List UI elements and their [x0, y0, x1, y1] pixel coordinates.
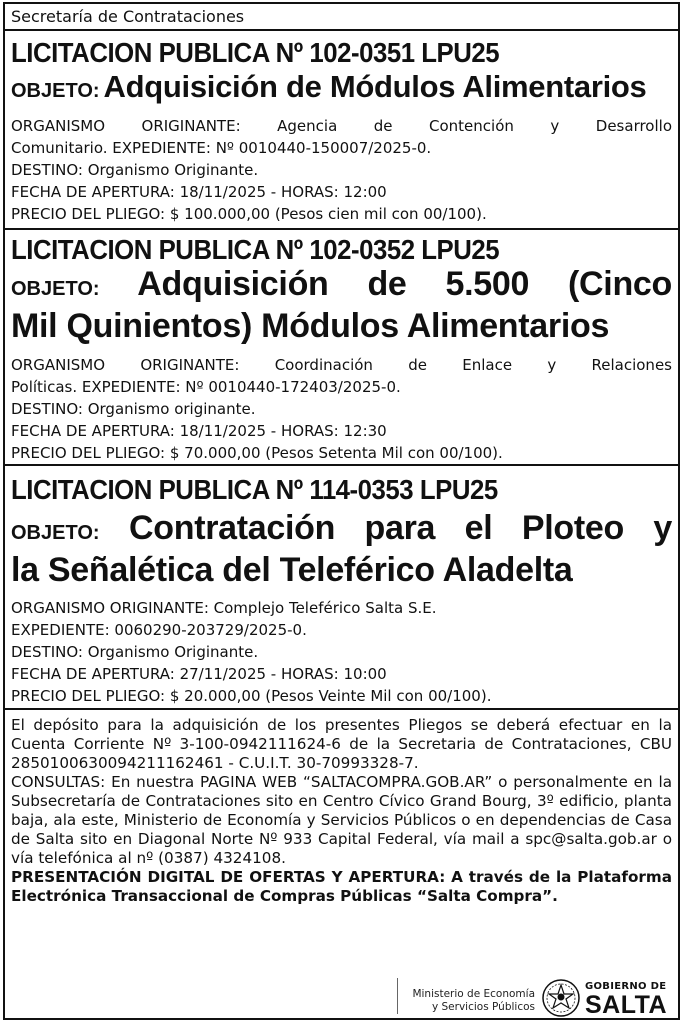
tender-object: [11, 71, 672, 109]
ministry-line: y Servicios Públicos: [431, 1001, 535, 1013]
organism-line: ORGANISMO ORIGINANTE: Coordinación de Enlace y Relaciones: [11, 356, 672, 374]
tender-object: [11, 266, 672, 308]
object-text-continued: Mil Quinientos) Módulos Alimentarios: [11, 307, 610, 345]
price-line: PRECIO DEL PLIEGO: $ 20.000,00 (Pesos Veinte Mil con 00/100).: [11, 687, 492, 705]
tender-details: [11, 597, 672, 707]
salta-crest-icon: [541, 978, 581, 1018]
government-name: SALTA: [585, 991, 668, 1019]
government-logo: [389, 974, 678, 1020]
queries-paragraph: CONSULTAS: En nuestra PAGINA WEB “SALTACOMPRA.GOB.AR” o personalmente en la Subsecretaría de Contrataciones sito en Centro Cívico Grand Bourg, 3º edificio, planta baja, ala este, Ministerio de Economía y Servicios Públicos o en dependencias de Casa de Salta sito en Diagonal Norte Nº 933 Capital Federal, vía mail a spc@salta.gob.ar o vía telefónica al nº (0387) 4324108.: [11, 773, 672, 867]
tender-title: LICITACION PUBLICA Nº 114-0353 LPU25: [11, 474, 498, 505]
object-text-continued: la Señalética del Teleférico Aladelta: [11, 551, 573, 589]
logo-divider: [397, 978, 398, 1014]
object-label: OBJETO:: [11, 80, 100, 102]
department-header: Secretaría de Contrataciones: [5, 4, 678, 31]
opening-line: FECHA DE APERTURA: 27/11/2025 - HORAS: 10:00: [11, 665, 387, 683]
organism-line: Políticas. EXPEDIENTE: Nº 0010440-172403/2025-0.: [11, 378, 401, 396]
destination-line: DESTINO: Organismo Originante.: [11, 643, 259, 661]
opening-line: FECHA DE APERTURA: 18/11/2025 - HORAS: 12:00: [11, 183, 387, 201]
organism-line: ORGANISMO ORIGINANTE: Complejo Teleférico Salta S.E.: [11, 599, 437, 617]
price-line: PRECIO DEL PLIEGO: $ 70.000,00 (Pesos Setenta Mil con 00/100).: [11, 444, 503, 462]
object-label: OBJETO:: [11, 278, 100, 300]
tender-block-3: [5, 466, 678, 710]
ministry-name: [403, 988, 535, 1014]
tender-title: LICITACION PUBLICA Nº 102-0352 LPU25: [11, 234, 500, 265]
tender-title: LICITACION PUBLICA Nº 102-0351 LPU25: [11, 37, 500, 68]
object-text: Adquisición de 5.500 (Cinco: [137, 265, 672, 303]
tender-block-1: [5, 31, 678, 230]
deposit-paragraph: El depósito para la adquisición de los presentes Pliegos se deberá efectuar en la Cuenta Corriente Nº 3-100-0942111624-6 de la Secretaria de Contrataciones, CBU 2850100630094211162461 - C.U.I.T. 30-70993328-7.: [11, 716, 672, 772]
destination-line: DESTINO: Organismo originante.: [11, 400, 256, 418]
ministry-line: Ministerio de Economía: [412, 988, 535, 1000]
destination-line: DESTINO: Organismo Originante.: [11, 161, 259, 179]
footer-information: [11, 716, 672, 906]
organism-line: Comunitario. EXPEDIENTE: Nº 0010440-150007/2025-0.: [11, 139, 432, 157]
object-label: OBJETO:: [11, 522, 100, 544]
opening-line: FECHA DE APERTURA: 18/11/2025 - HORAS: 12:30: [11, 422, 387, 440]
tender-object: [11, 510, 672, 552]
organism-line: ORGANISMO ORIGINANTE: Agencia de Contención y Desarrollo: [11, 117, 672, 135]
tender-block-2: [5, 230, 678, 466]
price-line: PRECIO DEL PLIEGO: $ 100.000,00 (Pesos cien mil con 00/100).: [11, 205, 487, 223]
organism-line: EXPEDIENTE: 0060290-203729/2025-0.: [11, 621, 307, 639]
object-text: Adquisición de Módulos Alimentarios: [103, 69, 647, 104]
digital-submission-paragraph: PRESENTACIÓN DIGITAL DE OFERTAS Y APERTURA: A través de la Plataforma Electrónica Transaccional de Compras Públicas “Salta Compra”.: [11, 868, 672, 905]
object-text: Contratación para el Ploteo y: [129, 509, 672, 547]
government-label: GOBIERNO DE: [585, 981, 667, 992]
tender-notice: [3, 2, 680, 1020]
tender-details: [11, 354, 672, 464]
tender-details: [11, 115, 672, 225]
